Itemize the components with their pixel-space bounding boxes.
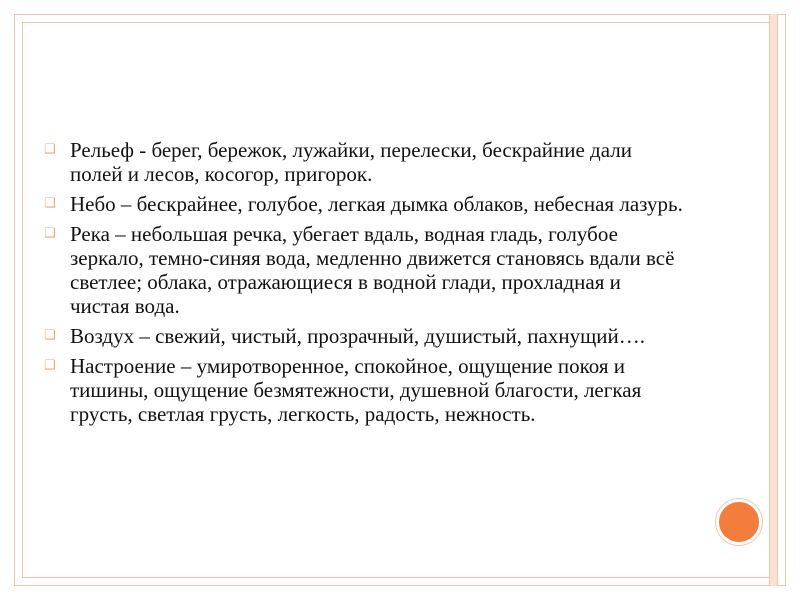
list-item-text: Настроение – умиротворенное, спокойное, ощущение покоя и тишины, ощущение безмятежности, душевной благости, легкая грусть, светлая грусть, легкость, радость, нежность. [70, 354, 642, 426]
list-item-text: Река – небольшая речка, убегает вдаль, водная гладь, голубое зеркало, темно-синяя вода, медленно движется становясь вдали всё светлее; облака, отражающиеся в водной глади, прохладная и чистая вода. [70, 222, 675, 318]
list-item-text: Небо – бескрайнее, голубое, легкая дымка облаков, небесная лазурь. [70, 192, 683, 216]
bullet-list [44, 138, 684, 432]
list-item [44, 354, 684, 426]
right-decorative-band [769, 14, 778, 586]
list-item-text: Рельеф - берег, бережок, лужайки, перелески, бескрайние дали полей и лесов, косогор, пригорок. [70, 138, 632, 186]
square-bullet-icon: ❑ [44, 196, 56, 211]
square-bullet-icon: ❑ [44, 328, 56, 343]
square-bullet-icon: ❑ [44, 142, 56, 157]
square-bullet-icon: ❑ [44, 358, 56, 373]
list-item [44, 192, 684, 216]
list-item-text: Воздух – свежий, чистый, прозрачный, душистый, пахнущий…. [70, 324, 645, 348]
decorative-circle-icon [716, 499, 762, 545]
list-item [44, 222, 684, 318]
square-bullet-icon: ❑ [44, 226, 56, 241]
list-item [44, 138, 684, 186]
list-item [44, 324, 684, 348]
